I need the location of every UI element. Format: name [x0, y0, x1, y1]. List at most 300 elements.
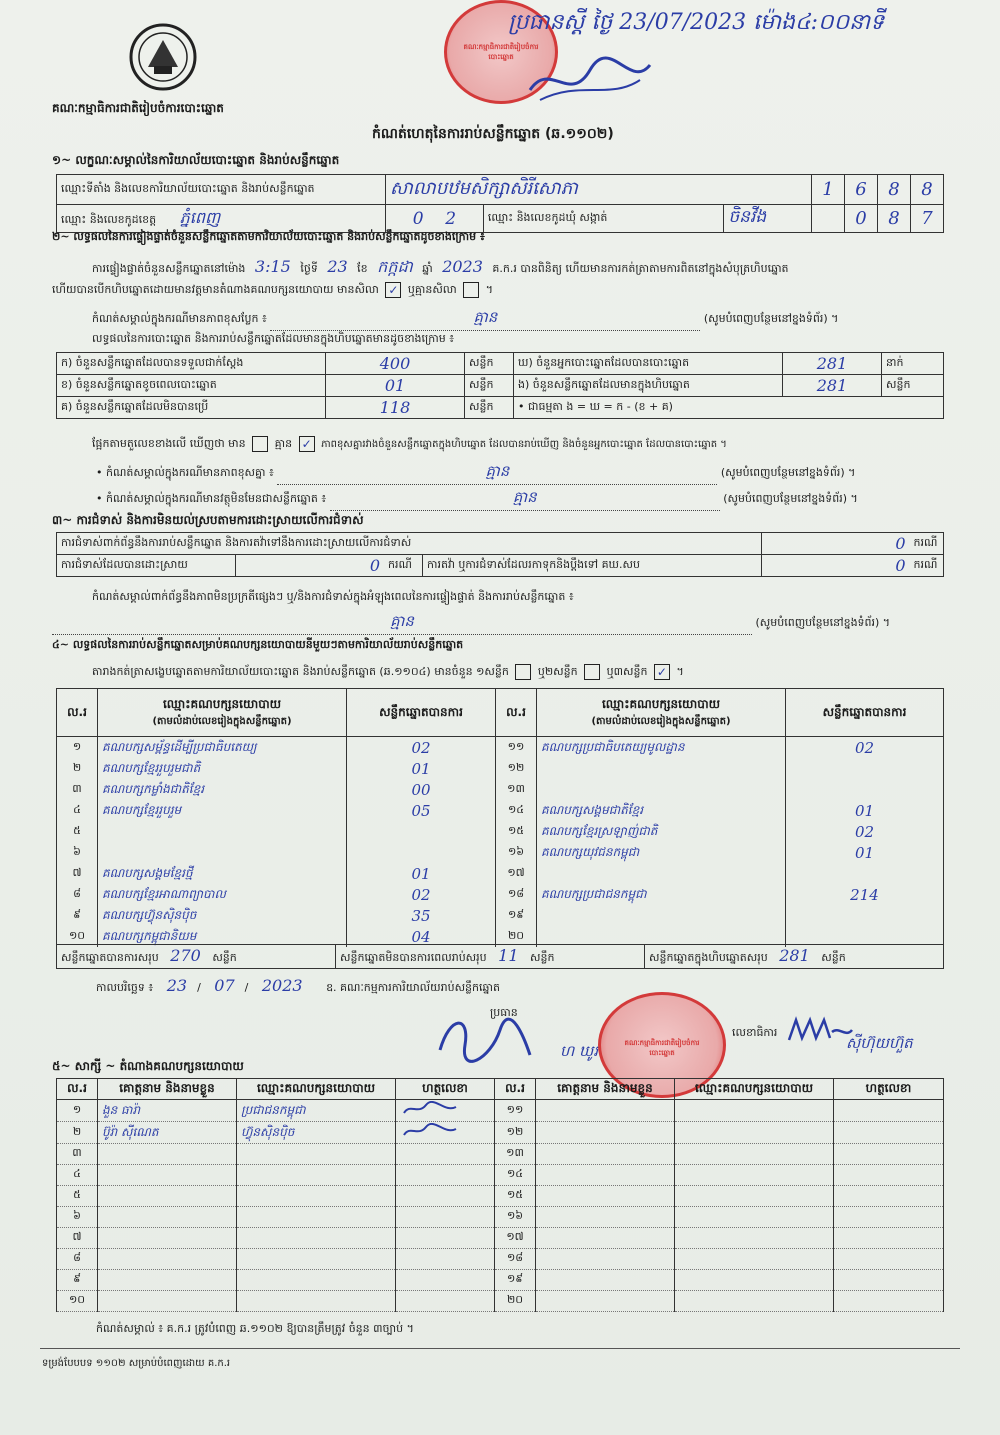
party-votes: 35 — [347, 905, 496, 926]
party-no: ១១ — [496, 737, 537, 759]
table-row — [57, 1144, 944, 1165]
s3-note-suffix: (សូមបំពេញបន្ថែមនៅខ្នងទំព័រ) ។ — [755, 616, 891, 629]
w-col-sig-right: ហត្ថលេខា — [834, 1079, 944, 1100]
witness-name — [98, 1228, 237, 1249]
witness-name — [98, 1207, 237, 1228]
party-no: ៩ — [57, 905, 98, 926]
witness-signature — [834, 1270, 944, 1291]
section4-intro-line: តារាងកត់ត្រាសង្ខេបឆ្នោតតាមការិយាល័យបោះឆ្នោត និងរាប់សន្លឹកឆ្នោត (ឆ.១១០៤) មានចំនួន ១សន្លឹក ឬ២សន្លឹក ឬ៣សន្លឹក ✓ ។ — [92, 665, 684, 679]
total-invalid-unit: សន្លឹក — [530, 951, 555, 964]
witness-party — [237, 1144, 396, 1165]
party-votes — [786, 905, 944, 926]
party-name: គណបក្សខ្មែរស្រឡាញ់ជាតិ — [537, 821, 786, 842]
signature-mark-icon — [400, 1128, 460, 1142]
section2-results-table — [56, 352, 944, 419]
witness-signature — [834, 1249, 944, 1270]
bullet2-label: • កំណត់សម្គាល់ក្នុងករណីមានវត្ថុមិនមែនជាសន្លឹកឆ្នោត ៖ — [96, 492, 327, 505]
witness-no: ៨ — [57, 1249, 98, 1270]
party-name — [98, 821, 347, 842]
result-intro: លទ្ធផលនៃការបោះឆ្នោត និងការរាប់សន្លឹកឆ្នោតដែលមានក្នុងហិបឆ្នោតមានដូចខាងក្រោម ៖ — [92, 332, 455, 345]
compare-no-label: គ្មាន — [274, 437, 293, 450]
verification-line — [92, 256, 789, 280]
section3-heading: ៣~ ការជំទាស់ និងការមិនយល់ស្របតាមការដោះស្រាយលើការជំទាស់ — [52, 513, 364, 527]
bullet1-suffix: (សូមបំពេញបន្ថែមនៅខ្នងទំព័រ) ។ — [720, 466, 856, 479]
province-digit-2: 2 — [445, 208, 457, 229]
witness-party — [675, 1270, 834, 1291]
party-name: គណបក្សកម្លាំងជាតិខ្មែរ — [98, 779, 347, 800]
table-row — [57, 758, 944, 779]
witness-party — [237, 1291, 396, 1312]
party-no: ៣ — [57, 779, 98, 800]
row-c-unit: សន្លឹក — [465, 397, 514, 419]
escalated-label: ការតវ៉ា ឬការជំទាស់ដែលរកាទុកនិងប្ដឹងទៅ គឃ.សប — [423, 555, 762, 577]
bullet2-suffix: (សូមបំពេញបន្ថែមនៅខ្នងទំព័រ) ។ — [723, 492, 858, 505]
formula: • ជាធម្មតា ង = ឃ = ក - (ខ + គ) — [514, 397, 944, 419]
w-col-sig-left: ហត្ថលេខា — [396, 1079, 495, 1100]
witness-no: ១២ — [495, 1122, 536, 1144]
party-no: ១៥ — [496, 821, 537, 842]
row-a-label: ក) ចំនួនសន្លឹកឆ្នោតដែលបានទទួលជាក់ស្ដែង — [57, 353, 326, 375]
row-c-value: 118 — [326, 397, 465, 419]
witness-party — [675, 1249, 834, 1270]
total-invalid-label: សន្លឹកឆ្នោតមិនបានការពេលរាប់សរុប — [340, 951, 487, 964]
witness-party — [675, 1165, 834, 1186]
verify-month: កក្កដា — [377, 257, 413, 276]
witness-no: ១១ — [495, 1100, 536, 1122]
section5-heading: ៥~ សាក្សី ~ តំណាងគណបក្សនយោបាយ — [52, 1059, 244, 1073]
party-no: ១២ — [496, 758, 537, 779]
note1-line — [92, 308, 838, 331]
commune-digit-1: 0 — [845, 205, 878, 233]
signed-by: ឧ. គណៈកម្មការការិយាល័យរាប់សន្លឹកឆ្នោត — [326, 981, 500, 994]
escalated-value: 0 — [761, 555, 910, 577]
objection-unit: ករណី — [910, 533, 944, 555]
party-votes: 00 — [347, 779, 496, 800]
party-no: ១៦ — [496, 842, 537, 863]
witness-no: ១៥ — [495, 1186, 536, 1207]
commune-value: ចិនវីង — [724, 205, 812, 233]
table-row — [57, 884, 944, 905]
date-label: កាលបរិច្ឆេទ ៖ — [96, 981, 154, 994]
party-name: គណបក្សខ្មែររួបរួមជាតិ — [98, 758, 347, 779]
witness-no: ៤ — [57, 1165, 98, 1186]
witness-signature — [396, 1122, 495, 1144]
s3-note-value: គ្មាន — [52, 612, 752, 635]
bullet1-value: គ្មាន — [277, 462, 717, 485]
escalated-unit: ករណី — [910, 555, 944, 577]
party-votes: 05 — [347, 800, 496, 821]
witness-party — [237, 1186, 396, 1207]
table-row — [57, 779, 944, 800]
table-row — [57, 1122, 944, 1144]
row-a-unit: សន្លឹក — [465, 353, 514, 375]
party-no: ១៣ — [496, 779, 537, 800]
table-row — [57, 1270, 944, 1291]
party-votes — [347, 842, 496, 863]
witness-signature — [396, 1270, 495, 1291]
party-name: គណបក្សខ្មែររួបរួម — [98, 800, 347, 821]
party-name: គណបក្សសង្គមខ្មែរថ្មី — [98, 863, 347, 884]
witness-name — [536, 1270, 675, 1291]
note1-suffix: (សូមបំពេញបន្ថែមនៅខ្នងទំព័រ) ។ — [703, 312, 839, 325]
party-results-table — [56, 688, 944, 947]
col-party-left-title: ឈ្មោះគណបក្សនយោបាយ — [162, 697, 282, 711]
note1-label: កំណត់សម្គាល់ក្នុងករណីមានភាពខុសប្លែក ៖ — [92, 312, 267, 325]
office-label: ឈ្មោះទីតាំង និងលេខការិយាល័យបោះឆ្នោត និងរាប់សន្លឹកឆ្នោត — [57, 175, 386, 205]
witness-table — [56, 1078, 944, 1312]
witness-name — [98, 1186, 237, 1207]
witness-name: ងួន ធារ៉ា — [98, 1100, 237, 1122]
seal-no-label: ឬគ្មានសិលា — [407, 283, 457, 296]
witness-party — [675, 1100, 834, 1122]
party-votes: 02 — [347, 884, 496, 905]
w-col-no-left: ល.រ — [57, 1079, 98, 1100]
bullet2-line — [96, 488, 858, 511]
witness-party: ប្រជាជនកម្ពុជា — [237, 1100, 396, 1122]
secretary-label: លេខាធិការ — [732, 1026, 778, 1039]
objection-value: 0 — [761, 533, 910, 555]
witness-signature — [834, 1100, 944, 1122]
total-invalid-cell — [336, 945, 645, 969]
compare-tail: ភាពខុសគ្នារវាងចំនួនសន្លឹកឆ្នោតក្នុងហិបឆ្នោត ដែលបានរាប់ឃើញ និងចំនួនអ្នកបោះឆ្នោត ដែលបានបោះឆ្នោត ។ — [321, 439, 727, 450]
seal-line: ហើយបានបើកហិបឆ្នោតដោយមានវត្តមានតំណាងគណបក្សនយោបាយ មានសិលា ✓ ឬគ្មានសិលា ។ — [52, 283, 494, 297]
row-a-value: 400 — [326, 353, 465, 375]
verify-day: 23 — [327, 257, 348, 276]
bottom-note: ទម្រង់បែបបទ ១១០២ សម្រាប់បំពេញដោយ គ.ក.រ — [42, 1358, 231, 1369]
footnote: កំណត់សម្គាល់ ៖ គ.ក.រ ត្រូវបំពេញ ឆ.១១០២ ឱ្យបានត្រឹមត្រូវ ចំនួន ៣ច្បាប់ ។ — [96, 1322, 414, 1335]
witness-no: ៩ — [57, 1270, 98, 1291]
w-col-party-right: ឈ្មោះគណបក្សនយោបាយ — [675, 1079, 834, 1100]
party-no: ៥ — [57, 821, 98, 842]
compare-yes-checkbox[interactable] — [252, 436, 268, 452]
objection-label: ការជំទាស់ពាក់ព័ន្ធនឹងការរាប់សន្លឹកឆ្នោត និងការតវ៉ាទៅនឹងការដោះស្រាយលើការជំទាស់ — [57, 533, 762, 555]
witness-no: ១៨ — [495, 1249, 536, 1270]
section4-heading: ៤~ លទ្ធផលនៃការរាប់សន្លឹកឆ្នោតសម្រាប់គណបក្សនយោបាយនីមួយៗតាមការិយាល័យរាប់សន្លឹកឆ្នោត — [52, 638, 464, 651]
table-row — [57, 1249, 944, 1270]
party-no: ៨ — [57, 884, 98, 905]
party-votes — [786, 863, 944, 884]
witness-signature — [834, 1165, 944, 1186]
col-votes-left: សន្លឹកឆ្នោតបានការ — [347, 689, 496, 737]
total-valid-label: សន្លឹកឆ្នោតបានការសរុប — [61, 951, 159, 964]
seal-text: គណៈកម្មាធិការជាតិរៀបចំការបោះឆ្នោត — [463, 43, 539, 61]
w-col-party-left: ឈ្មោះគណបក្សនយោបាយ — [237, 1079, 396, 1100]
total-valid-value: 270 — [170, 946, 201, 965]
party-no: ១៩ — [496, 905, 537, 926]
commune-digit-2: 8 — [878, 205, 911, 233]
s3-note-line — [52, 612, 890, 635]
bullet1-label: • កំណត់សម្គាល់ក្នុងករណីមានភាពខុសគ្នា ៖ — [96, 466, 274, 479]
secretary-signature — [784, 1012, 854, 1046]
party-no: ៤ — [57, 800, 98, 821]
verify-year: 2023 — [442, 257, 483, 276]
resolved-value: 0 — [236, 555, 385, 577]
month-label: ខែ — [357, 262, 368, 275]
table-row — [57, 1100, 944, 1122]
witness-no: ២០ — [495, 1291, 536, 1312]
chair-signature — [430, 1010, 540, 1070]
nec-emblem-icon — [128, 22, 198, 92]
witness-name — [98, 1270, 237, 1291]
witness-no: ៦ — [57, 1207, 98, 1228]
total-box-cell — [645, 945, 944, 969]
office-digit-1: 1 — [812, 175, 845, 205]
witness-signature — [834, 1207, 944, 1228]
witness-party — [237, 1228, 396, 1249]
witness-name — [98, 1249, 237, 1270]
day-label: ថ្ងៃទី — [300, 262, 318, 275]
party-name: គណបក្សប្រជាជនកម្ពុជា — [537, 884, 786, 905]
witness-no: ៥ — [57, 1186, 98, 1207]
party-name — [537, 905, 786, 926]
date-year: 2023 — [261, 976, 303, 995]
witness-party — [675, 1207, 834, 1228]
witness-no: ៧ — [57, 1228, 98, 1249]
province-label-text: ឈ្មោះ និងលេខកូដខេត្ត — [61, 212, 157, 226]
witness-no: ១៦ — [495, 1207, 536, 1228]
table-row — [57, 905, 944, 926]
witness-signature — [834, 1291, 944, 1312]
witness-signature — [396, 1249, 495, 1270]
party-no: ១៨ — [496, 884, 537, 905]
row-d-label: ឃ) ចំនួនអ្នកបោះឆ្នោតដែលបានបោះឆ្នោត — [514, 353, 783, 375]
col-party-right-sub: (តាមលំដាប់លេខរៀងក្នុងសន្លឹកឆ្នោត) — [591, 716, 731, 727]
seal-text-bottom: គណៈកម្មាធិការជាតិរៀបចំការបោះឆ្នោត — [624, 1039, 700, 1057]
witness-no: ២ — [57, 1122, 98, 1144]
compare-no-checkbox[interactable]: ✓ — [299, 436, 315, 452]
table-row — [57, 1291, 944, 1312]
s3-note-label: កំណត់សម្គាល់ពាក់ព័ន្ធនឹងភាពមិនប្រក្រតីផ្សេងៗ ឬ/និងការជំទាស់ក្នុងអំឡុងពេលនៃការផ្ទៀងផ្ទាត់ និងការរាប់សន្លឹកឆ្នោត ៖ — [92, 590, 574, 603]
year-label: ឆ្នាំ — [422, 262, 433, 275]
date-line: កាលបរិច្ឆេទ ៖ 23 / 07 / 2023 ឧ. គណៈកម្មការការិយាល័យរាប់សន្លឹកឆ្នោត — [96, 976, 500, 995]
chair-name: ហ ឃូរ — [560, 1042, 599, 1060]
party-no: ១៧ — [496, 863, 537, 884]
witness-name — [98, 1291, 237, 1312]
party-no: ៦ — [57, 842, 98, 863]
table-row — [57, 863, 944, 884]
total-valid-cell — [57, 945, 336, 969]
totals-table — [56, 944, 944, 969]
party-votes: 02 — [786, 737, 944, 759]
table-row — [57, 821, 944, 842]
row-d-unit: នាក់ — [882, 353, 944, 375]
s4-intro: តារាងកត់ត្រាសង្ខេបឆ្នោតតាមការិយាល័យបោះឆ្នោត និងរាប់សន្លឹកឆ្នោត (ឆ.១១០៤) មានចំនួន ១សន្លឹក — [92, 665, 509, 678]
witness-name — [536, 1122, 675, 1144]
party-no: ១ — [57, 737, 98, 759]
party-name: គណបក្សប្រជាធិបតេយ្យមូលដ្ឋាន — [537, 737, 786, 759]
party-name — [98, 842, 347, 863]
office-value: សាលាបឋមសិក្សាសិរីសោភា — [386, 175, 812, 205]
resolved-unit: ករណី — [384, 555, 423, 577]
sheet2-checkbox[interactable] — [584, 664, 600, 680]
office-digit-4: 8 — [911, 175, 944, 205]
party-no: ២០ — [496, 926, 537, 947]
party-no: ២ — [57, 758, 98, 779]
bullet1-line — [96, 462, 855, 485]
chair-label: ប្រធាន — [490, 1006, 518, 1019]
row-d-value: 281 — [783, 353, 882, 375]
table-row — [57, 737, 944, 759]
table-row — [57, 1228, 944, 1249]
witness-name — [536, 1207, 675, 1228]
verify-intro: ការផ្ទៀងផ្ទាត់ចំនួនសន្លឹកឆ្នោតនៅម៉ោង — [92, 262, 246, 275]
signature-mark-icon — [400, 1106, 460, 1120]
commune-digit-3: 7 — [911, 205, 944, 233]
province-label — [57, 205, 386, 233]
province-value: ភ្នំពេញ — [179, 207, 221, 227]
witness-party — [675, 1144, 834, 1165]
party-no: ១០ — [57, 926, 98, 947]
row-b-unit: សន្លឹក — [465, 375, 514, 397]
province-digits — [386, 205, 484, 233]
verify-time: 3:15 — [254, 257, 291, 276]
party-no: ៧ — [57, 863, 98, 884]
witness-no: ៣ — [57, 1144, 98, 1165]
office-digit-2: 6 — [845, 175, 878, 205]
resolved-label: ការជំទាស់ដែលបានដោះស្រាយ — [57, 555, 236, 577]
section2-heading: ២~ លទ្ធផលនៃការផ្ទៀងផ្ទាត់ចំនួនសន្លឹកឆ្នោតតាមការិយាល័យបោះឆ្នោត និងរាប់សន្លឹកឆ្នោតដូចខាងក្រោម ៖ — [52, 230, 485, 243]
witness-signature — [834, 1186, 944, 1207]
form-title: កំណត់ហេតុនៃការរាប់សន្លឹកឆ្នោត (ឆ.១១០២) — [372, 126, 614, 142]
bullet2-value: គ្មាន — [330, 488, 720, 511]
witness-party: ហ៊្វុនស៊ិនប៉ិច — [237, 1122, 396, 1144]
witness-party — [675, 1186, 834, 1207]
section1-heading: ១~ លក្ខណៈសម្គាល់នៃការិយាល័យបោះឆ្នោត និងរាប់សន្លឹកឆ្នោត — [52, 153, 340, 167]
row-e-unit: សន្លឹក — [882, 375, 944, 397]
total-box-value: 281 — [779, 946, 810, 965]
party-name — [537, 779, 786, 800]
party-votes: 01 — [786, 800, 944, 821]
party-name: គណបក្សកម្ពុជានិយម — [98, 926, 347, 947]
party-name: គណបក្សសង្គមជាតិខ្មែរ — [537, 800, 786, 821]
section3-table — [56, 532, 944, 577]
witness-no: ១៩ — [495, 1270, 536, 1291]
row-b-value: 01 — [326, 375, 465, 397]
witness-signature — [396, 1207, 495, 1228]
party-name — [537, 758, 786, 779]
table-row — [57, 1207, 944, 1228]
table-row — [57, 1186, 944, 1207]
note1-value: គ្មាន — [270, 308, 700, 331]
witness-party — [675, 1122, 834, 1144]
signature-scribble-top — [520, 50, 660, 110]
col-party-right-title: ឈ្មោះគណបក្សនយោបាយ — [601, 697, 721, 711]
table-row — [57, 1165, 944, 1186]
witness-name: ប៊ូរ៉ា ស៊ីណេត — [98, 1122, 237, 1144]
party-votes — [347, 821, 496, 842]
s4-opt3: ឬ៣សន្លឹក — [606, 665, 648, 678]
party-name: គណបក្សខ្មែរអាណាព្យាបាល — [98, 884, 347, 905]
witness-name — [536, 1165, 675, 1186]
committee-name: គណៈកម្មាធិការជាតិរៀបចំការបោះឆ្នោត — [52, 101, 224, 115]
row-c-label: គ) ចំនួនសន្លឹកឆ្នោតដែលមិនបានប្រើ — [57, 397, 326, 419]
secretary-name: ស៊ីហ៊ុយហ៊ួត — [846, 1034, 913, 1052]
date-day: 23 — [166, 976, 188, 995]
witness-name — [536, 1144, 675, 1165]
witness-party — [675, 1291, 834, 1312]
col-party-left-sub: (តាមលំដាប់លេខរៀងក្នុងសន្លឹកឆ្នោត) — [152, 716, 292, 727]
compare-text: ផ្អែកតាមតួលេខខាងលើ ឃើញថា មាន — [92, 437, 246, 450]
table-row — [57, 800, 944, 821]
witness-signature — [396, 1291, 495, 1312]
witness-signature — [396, 1100, 495, 1122]
verify-intro-b: គ.ក.រ បានពិនិត្យ ហើយមានការកត់ត្រាតាមការពិតនៅក្នុងសំបុត្រហិបឆ្នោត — [492, 262, 789, 275]
seal-no-checkbox[interactable] — [463, 282, 479, 298]
witness-name — [536, 1228, 675, 1249]
party-votes: 04 — [347, 926, 496, 947]
date-month: 07 — [214, 976, 235, 995]
row-e-label: ង) ចំនួនសន្លឹកឆ្នោតដែលមានក្នុងហិបឆ្នោត — [514, 375, 783, 397]
party-votes: 214 — [786, 884, 944, 905]
commune-label: ឈ្មោះ និងលេខកូដឃុំ សង្កាត់ — [483, 205, 724, 233]
col-votes-right: សន្លឹកឆ្នោតបានការ — [786, 689, 944, 737]
party-votes: 01 — [786, 842, 944, 863]
total-valid-unit: សន្លឹក — [212, 951, 237, 964]
province-digit-1: 0 — [412, 208, 424, 229]
witness-party — [237, 1207, 396, 1228]
col-party-left — [98, 689, 347, 737]
party-votes — [786, 758, 944, 779]
party-votes: 01 — [347, 863, 496, 884]
compare-line — [92, 436, 727, 453]
sheet3-checkbox[interactable]: ✓ — [654, 664, 670, 680]
table-row — [57, 842, 944, 863]
w-col-no-right: ល.រ — [495, 1079, 536, 1100]
witness-name — [536, 1100, 675, 1122]
party-no: ១៤ — [496, 800, 537, 821]
witness-name — [98, 1165, 237, 1186]
party-votes: 02 — [347, 737, 496, 759]
stamp-note: ប្រធានស្ដី ថ្ងៃ 23/07/2023 ម៉ោង៤:០០នាទី — [508, 10, 885, 35]
section1-table — [56, 174, 944, 233]
witness-no: ១៧ — [495, 1228, 536, 1249]
witness-no: ១ — [57, 1100, 98, 1122]
party-votes: 02 — [786, 821, 944, 842]
party-votes — [786, 779, 944, 800]
col-no-left: ល.រ — [57, 689, 98, 737]
col-no-right: ល.រ — [496, 689, 537, 737]
witness-name — [536, 1249, 675, 1270]
party-name: គណបក្សយុវជនកម្ពុជា — [537, 842, 786, 863]
footer-divider — [40, 1348, 960, 1349]
witness-signature — [396, 1165, 495, 1186]
witness-signature — [834, 1228, 944, 1249]
witness-party — [237, 1165, 396, 1186]
witness-party — [675, 1228, 834, 1249]
witness-signature — [396, 1228, 495, 1249]
total-invalid-value: 11 — [498, 946, 519, 965]
sheet1-checkbox[interactable] — [515, 664, 531, 680]
party-name — [537, 863, 786, 884]
row-b-label: ខ) ចំនួនសន្លឹកឆ្នោតខូចពេលបោះឆ្នោត — [57, 375, 326, 397]
col-party-right — [537, 689, 786, 737]
seal-yes-checkbox[interactable]: ✓ — [385, 282, 401, 298]
witness-party — [237, 1249, 396, 1270]
s4-opt2: ឬ២សន្លឹក — [537, 665, 578, 678]
row-e-value: 281 — [783, 375, 882, 397]
seal-line-text: ហើយបានបើកហិបឆ្នោតដោយមានវត្តមានតំណាងគណបក្សនយោបាយ មានសិលា — [52, 283, 379, 296]
witness-signature — [834, 1144, 944, 1165]
witness-no: ១៤ — [495, 1165, 536, 1186]
party-votes: 01 — [347, 758, 496, 779]
party-name: គណបក្សសម្ព័ន្ធដើម្បីប្រជាធិបតេយ្យ — [98, 737, 347, 759]
witness-name — [536, 1291, 675, 1312]
w-col-name-left: គោត្តនាម និងនាមខ្លួន — [98, 1079, 237, 1100]
party-name: គណបក្សហ៊្វុនស៊ិនប៉ិច — [98, 905, 347, 926]
w-col-name-right: គោត្តនាម និងនាមខ្លួន — [536, 1079, 675, 1100]
total-box-unit: សន្លឹក — [821, 951, 846, 964]
office-digit-3: 8 — [878, 175, 911, 205]
